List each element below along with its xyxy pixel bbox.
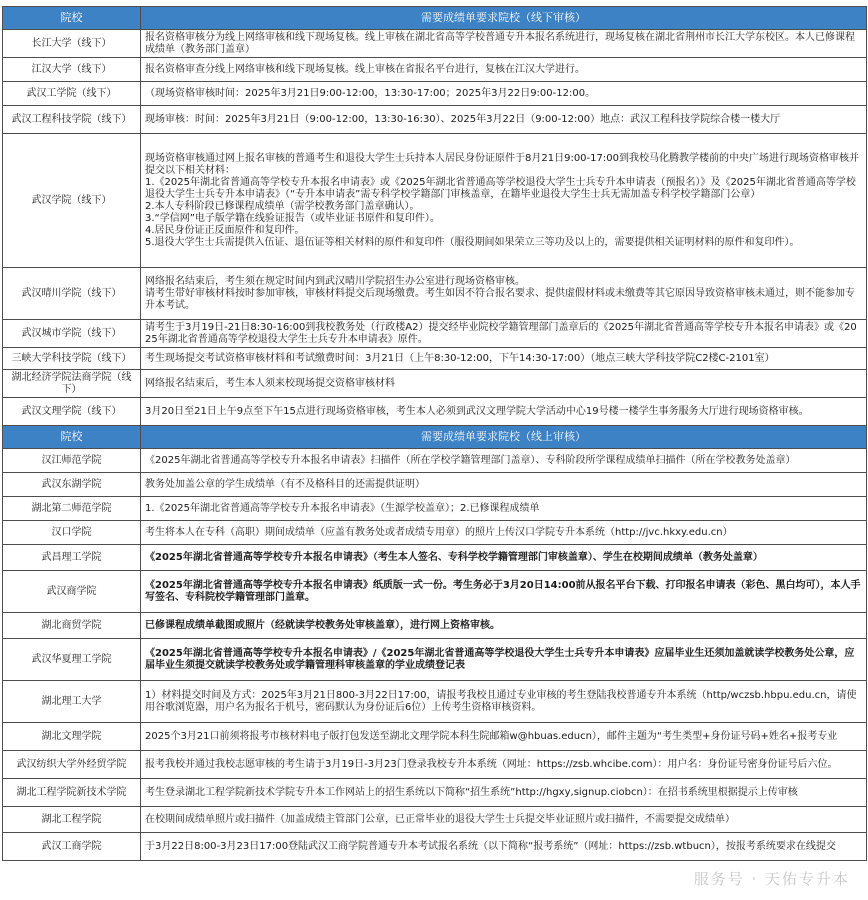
requirement-text: 《2025年湖北省普通高等学校专升本报名申请表》/《2025年湖北省普通高等学校退役大学生士兵专升本申请表》应届毕业生还须加盖就读学校教务处公章，应届毕业生须提交就读学校教务处或学籍管理科审核盖章的学业成绩登记表 xyxy=(141,639,867,681)
table-row xyxy=(3,779,867,807)
requirement-text: 报名资格审查分线上网络审核和线下现场复核。线上审核在省报名平台进行，复核在江汉大学进行。 xyxy=(141,58,867,82)
table-row xyxy=(3,571,867,613)
table-row xyxy=(3,751,867,779)
table-row xyxy=(3,545,867,571)
requirement-text: 在校期间成绩单照片或扫描件（加盖成绩主管部门公章，已正常毕业的退役大学生士兵提交毕业证照片或扫描件，不需要提交成绩单） xyxy=(141,807,867,833)
table-row xyxy=(3,398,867,426)
school-name: 湖北工程学院 xyxy=(3,807,141,833)
school-name: 武汉工商学院 xyxy=(3,833,141,861)
table-row xyxy=(3,370,867,398)
table-row xyxy=(3,723,867,751)
online-section xyxy=(3,426,867,861)
table-row xyxy=(3,681,867,723)
school-name: 湖北经济学院法商学院（线下） xyxy=(3,370,141,398)
school-name: 武汉工学院（线下） xyxy=(3,82,141,106)
table-row xyxy=(3,320,867,348)
requirement-text: 报考我校并通过我校志愿审核的考生请于3月19日-3月23门登录我校专升本系统（网址：https://zsb.whcibe.com）：用户名：身份证号密身份证号后六位。 xyxy=(141,751,867,779)
school-name: 湖北工程学院新技术学院 xyxy=(3,779,141,807)
table-row xyxy=(3,30,867,58)
school-name: 武汉城市学院（线下） xyxy=(3,320,141,348)
school-name: 武汉晴川学院（线下） xyxy=(3,268,141,320)
school-name: 武汉工程科技学院（线下） xyxy=(3,106,141,134)
table-row xyxy=(3,639,867,681)
offline-section xyxy=(3,7,867,426)
requirement-text: 2025个3月21口前须将报考市核材料电子版打包发送至湖北文理学院本科生院邮箱w@hbuas.educn），邮件主题为“考生类型+身份证号码+姓名+报考专业 xyxy=(141,723,867,751)
requirements-table xyxy=(2,6,867,861)
offline-header-row xyxy=(3,7,867,30)
school-name: 湖北理工大学 xyxy=(3,681,141,723)
table-row xyxy=(3,497,867,521)
requirement-text: 1.《2025年湖北省普通高等学校专升本报名申请表》（生源学校盖章）；2.已修课程成绩单 xyxy=(141,497,867,521)
online-header-requirement: 需要成绩单要求院校（线上审核） xyxy=(141,426,867,449)
school-name: 长江大学（线下） xyxy=(3,30,141,58)
table-row xyxy=(3,106,867,134)
school-name: 武汉商学院 xyxy=(3,571,141,613)
school-name: 汉口学院 xyxy=(3,521,141,545)
table-row xyxy=(3,807,867,833)
requirement-text: 请考生于3月19日-21日8:30-16:00到我校教务处（行政楼A2）提交经毕业院校学籍管理部门盖章后的《2025年湖北省普通高等学校专升本报名申请表》或《2025年湖北省普通高等学校退役大学生士兵专升本申请表》原件。 xyxy=(141,320,867,348)
requirement-text: 教务处加盖公章的学生成绩单（有不及格科目的还需提供证明） xyxy=(141,473,867,497)
requirement-text: 现场资格审核通过网上报名审核的普通考生和退役大学生士兵持本人居民身份证原件于8月21日9:00-17:00到我校马化腾教学楼前的中央广场进行现场资格审核并提交以下相关材料： 1.《2025年湖北省普通高等学校专升本报名申请表》或《2025年湖北省普通高等学校退役大学生士兵专升本申请表（预报名）》及《2025年湖北省普通高等学校退役大学生士兵专升本申请表》（“专升本申请表”需专科学校学籍部门审核盖章，在籍毕业退役大学生士兵无需加盖专科学校学籍部门公章） 2.本人专科阶段已修课程成绩单（需学校教务部门盖章确认）。 3.“学信网”电子版学籍在线验证报告（或毕业证书原件和复印件）。 4.居民身份证正反面原件和复印件。 5.退役大学生士兵需提供入伍证、退伍证等相关材料的原件和复印件（服役期间如果荣立三等功及以上的，需要提供相关证明材料的原件和复印件）。 xyxy=(141,134,867,268)
requirement-text: 于3月22日8:00-3月23日17:00登陆武汉工商学院普通专升本考试报名系统（以下简称“报考系统”（网址：https://zsb.wtbucn），按报考系统要求在线提交 xyxy=(141,833,867,861)
table-row xyxy=(3,82,867,106)
requirement-text: 已修课程成绩单截图或照片（经就读学校教务处审核盖章），进行网上资格审核。 xyxy=(141,613,867,639)
table-row xyxy=(3,613,867,639)
school-name: 江汉大学（线下） xyxy=(3,58,141,82)
table-row xyxy=(3,473,867,497)
requirement-text: 3月20日至21日上午9点至下午15点进行现场资格审核，考生本人必须到武汉文理学院大学活动中心19号楼一楼学生事务服务大厅进行现场资格审核。 xyxy=(141,398,867,426)
requirement-text: 1）材料提交时间及方式：2025年3月21日800-3月22日17:00，请报考我校且通过专业审核的考生登陆我校普通专升本系统（http/wczsb.hbpu.edu.cn，请使用谷歌浏览器，用户名为报名于机号，密码默认为身份证后6位）上传考生资格审核资料。 xyxy=(141,681,867,723)
table-row xyxy=(3,268,867,320)
school-name: 三峡大学科技学院（线下） xyxy=(3,348,141,370)
requirement-text: 报名资格审核分为线上网络审核和线下现场复核。线上审核在湖北省高等学校普通专升本报名系统进行，现场复核在湖北省荆州市长江大学东校区。本人已修课程成绩单（教务部门盖章） xyxy=(141,30,867,58)
online-header-school: 院校 xyxy=(3,426,141,449)
school-name: 武汉华夏理工学院 xyxy=(3,639,141,681)
requirement-text: 网络报名结束后，考生须在规定时间内到武汉晴川学院招生办公室进行现场资格审核。 请考生带好审核材料按时参加审核，审核材料提交后现场缴费。考生如因不符合报名要求、提供虚假材料或未缴费等其它原因导致资格审核未通过，则不能参加专升本考试。 xyxy=(141,268,867,320)
school-name: 汉江师范学院 xyxy=(3,449,141,473)
requirement-text: 《2025年湖北省普通高等学校专升本报名申请表》扫描件（所在学校学籍管理部门盖章）、专科阶段所学课程成绩单扫描件（所在学校教务处盖章） xyxy=(141,449,867,473)
requirement-text: 考生将本人在专科（高职）期间成绩单（应盖有教务处或者成绩专用章）的照片上传汉口学院专升本系统（http://jvc.hkxy.edu.cn） xyxy=(141,521,867,545)
school-name: 武汉学院（线下） xyxy=(3,134,141,268)
table-row xyxy=(3,521,867,545)
online-header-row xyxy=(3,426,867,449)
school-name: 武汉东湖学院 xyxy=(3,473,141,497)
table-row xyxy=(3,134,867,268)
school-name: 湖北商贸学院 xyxy=(3,613,141,639)
requirement-text: 现场审核：时间：2025年3月21日（9:00-12:00，13:30-16:30）、2025年3月22日（9:00-12:00）地点：武汉工程科技学院综合楼一楼大厅 xyxy=(141,106,867,134)
requirement-text: 考生现场提交考试资格审核材料和考试缴费时间：3月21日（上午8:30-12:00，下午14:30-17:00）（地点三峡大学科技学院C2楼C-2101室） xyxy=(141,348,867,370)
table-row xyxy=(3,449,867,473)
table-row xyxy=(3,348,867,370)
requirement-text: 考生登录湖北工程学院新技术学院专升本工作网站上的招生系统以下简称“招生系统”http://hgxy,signup.ciobcn）：在招书系统里根据提示上传审核 xyxy=(141,779,867,807)
school-name: 武昌理工学院 xyxy=(3,545,141,571)
school-name: 湖北文理学院 xyxy=(3,723,141,751)
requirement-text: 《2025年湖北省普通高等学校专升本报名申请表》纸质版一式一份。考生务必于3月20日14:00前从报名平台下载、打印报名申请表（彩色、黑白均可），本人手写签名、专科院校学籍管理部门盖章。 xyxy=(141,571,867,613)
watermark: 服务号 · 天佑专升本 xyxy=(693,870,850,888)
school-name: 湖北第二师范学院 xyxy=(3,497,141,521)
requirement-text: 网络报名结束后，考生本人须来校现场提交资格审核材料 xyxy=(141,370,867,398)
school-name: 武汉文理学院（线下） xyxy=(3,398,141,426)
offline-header-requirement: 需要成绩单要求院校（线下审核） xyxy=(141,7,867,30)
requirement-text: 《2025年湖北省普通高等学校专升本报名申请表》（考生本人签名、专科学校学籍管理部门审核盖章）、学生在校期间成绩单（教务处盖章） xyxy=(141,545,867,571)
table-row xyxy=(3,833,867,861)
table-row xyxy=(3,58,867,82)
requirement-text: （现场资格审核时间：2025年3月21日9:00-12:00，13:30-17:00；2025年3月22日9:00-12:00。 xyxy=(141,82,867,106)
school-name: 武汉纺织大学外经贸学院 xyxy=(3,751,141,779)
offline-header-school: 院校 xyxy=(3,7,141,30)
